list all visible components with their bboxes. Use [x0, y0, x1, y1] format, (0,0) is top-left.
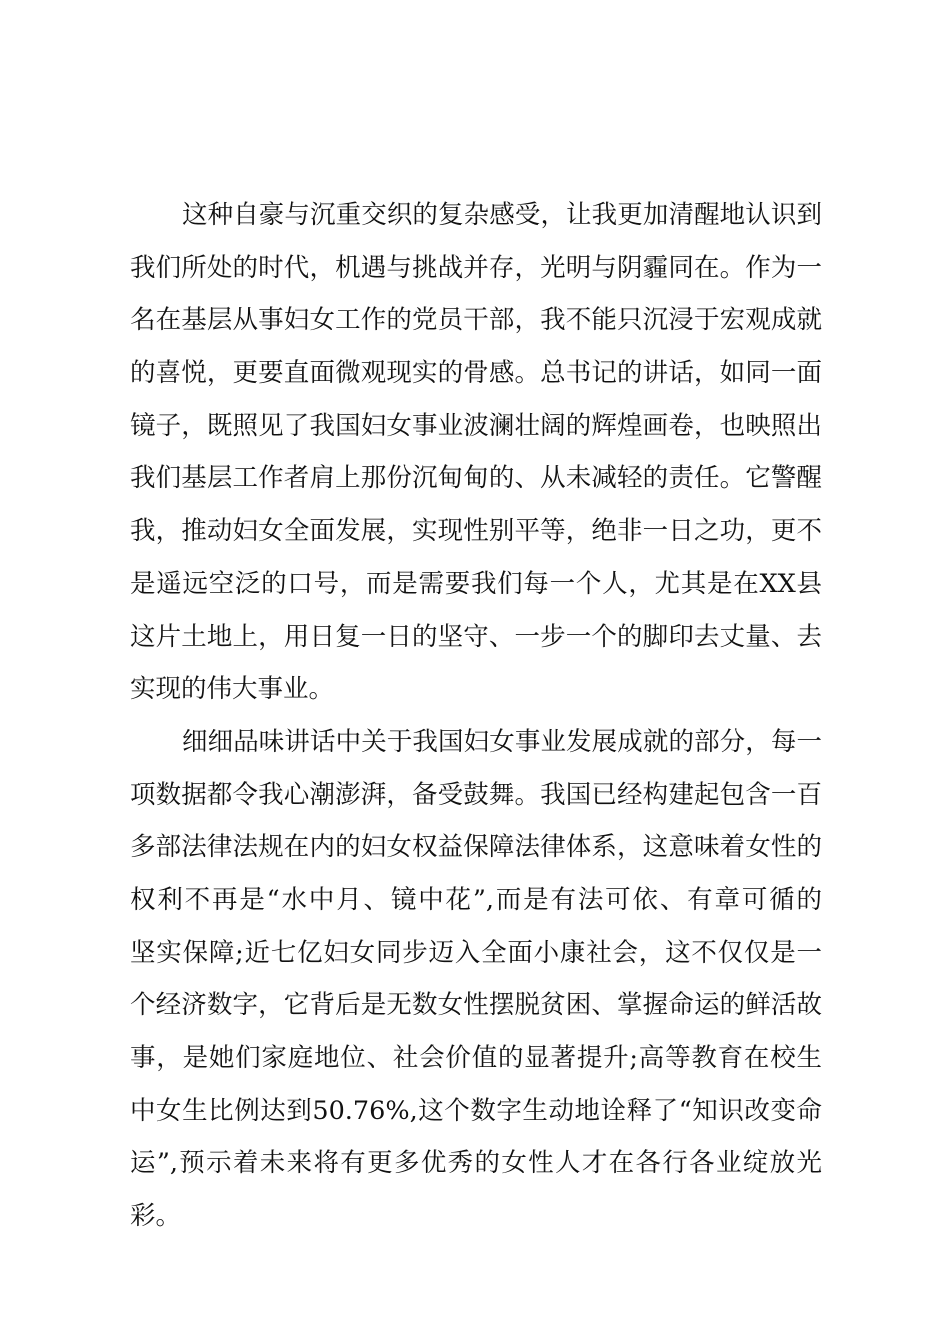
paragraph	[130, 716, 822, 1243]
paragraph	[130, 189, 822, 716]
text-line: 这片土地上，用日复一日的坚守、一步一个的脚印去丈量、去	[130, 621, 822, 652]
text-line: 我，推动妇女全面发展，实现性别平等，绝非一日之功，更不	[130, 516, 822, 547]
text-line: 运”,预示着未来将有更多优秀的女性人才在各行各业绽放光	[130, 1148, 822, 1179]
text-line: 镜子，既照见了我国妇女事业波澜壮阔的辉煌画卷，也映照出	[130, 410, 822, 441]
text-line: 我们基层工作者肩上那份沉甸甸的、从未减轻的责任。它警醒	[130, 463, 822, 494]
text-line: 坚实保障;近七亿妇女同步迈入全面小康社会，这不仅仅是一	[130, 937, 822, 968]
text-line: 细细品味讲话中关于我国妇女事业发展成就的部分，每一	[182, 726, 822, 757]
text-line: 彩。	[130, 1201, 182, 1232]
text-line: 事，是她们家庭地位、社会价值的显著提升;高等教育在校生	[130, 1043, 822, 1073]
text-line: 我们所处的时代，机遇与挑战并存，光明与阴霾同在。作为一	[130, 252, 822, 283]
text-line: 项数据都令我心潮澎湃，备受鼓舞。我国已经构建起包含一百	[130, 779, 822, 810]
text-line: 的喜悦，更要直面微观现实的骨感。总书记的讲话，如同一面	[130, 358, 822, 389]
document-page	[130, 189, 822, 1243]
text-line: 名在基层从事妇女工作的党员干部，我不能只沉浸于宏观成就	[130, 305, 822, 336]
text-line: 权利不再是“水中月、镜中花”,而是有法可依、有章可循的	[130, 884, 822, 915]
text-line: 实现的伟大事业。	[130, 674, 335, 705]
text-line: 中女生比例达到50.76%,这个数字生动地诠释了“知识改变命	[130, 1095, 822, 1126]
text-line: 个经济数字，它背后是无数女性摆脱贫困、掌握命运的鲜活故	[130, 990, 822, 1021]
text-line: 多部法律法规在内的妇女权益保障法律体系，这意味着女性的	[130, 832, 822, 863]
text-line: 是遥远空泛的口号，而是需要我们每一个人，尤其是在XX县	[130, 568, 822, 599]
text-line: 这种自豪与沉重交织的复杂感受，让我更加清醒地认识到	[182, 200, 822, 230]
